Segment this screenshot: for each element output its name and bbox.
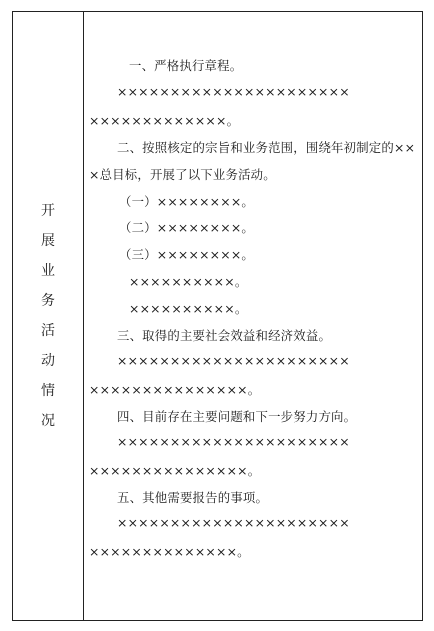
side-label-char: 情 bbox=[41, 383, 55, 399]
item-4-text-line: ×××××××××××××××××××××× bbox=[117, 434, 350, 449]
item-4-heading: 四、目前存在主要问题和下一步努力方向。 bbox=[117, 409, 357, 424]
item-1-heading: 一、严格执行章程。 bbox=[129, 58, 243, 73]
side-label-char: 活 bbox=[41, 323, 55, 339]
item-1-text-line: ×××××××××××××。 bbox=[89, 113, 240, 128]
item-3-heading: 三、取得的主要社会效益和经济效益。 bbox=[117, 328, 332, 343]
item-2-sub-2: （二）××××××××。 bbox=[119, 220, 255, 235]
side-label-char: 况 bbox=[41, 413, 55, 429]
item-3-text-line: ×××××××××××××××。 bbox=[89, 382, 261, 397]
item-5-text-line: ××××××××××××××。 bbox=[89, 544, 250, 559]
side-label-char: 务 bbox=[41, 293, 55, 309]
item-2-sub-3-text: ××××××××××。 bbox=[129, 274, 248, 289]
activity-report-table bbox=[12, 11, 423, 621]
item-2-sub-3: （三）××××××××。 bbox=[119, 247, 255, 262]
item-2-heading-cont: ×总目标，开展了以下业务活动。 bbox=[89, 167, 276, 182]
item-2-heading: 二、按照核定的宗旨和业务范围，围绕年初制定的×× bbox=[117, 140, 416, 155]
item-1-text-line: ×××××××××××××××××××××× bbox=[117, 84, 350, 99]
item-5-text-line: ×××××××××××××××××××××× bbox=[117, 515, 350, 530]
item-2-sub-3-text: ××××××××××。 bbox=[129, 301, 248, 316]
side-label-char: 动 bbox=[41, 353, 55, 369]
side-label-char: 展 bbox=[41, 233, 55, 249]
item-5-heading: 五、其他需要报告的事项。 bbox=[117, 490, 269, 505]
side-label-char: 开 bbox=[41, 203, 55, 219]
report-content bbox=[89, 12, 421, 620]
item-3-text-line: ×××××××××××××××××××××× bbox=[117, 353, 350, 368]
item-4-text-line: ×××××××××××××××。 bbox=[89, 463, 261, 478]
item-2-sub-1: （一）××××××××。 bbox=[119, 194, 255, 209]
column-divider bbox=[83, 12, 84, 620]
side-label-char: 业 bbox=[41, 263, 55, 279]
section-label-activity-status bbox=[13, 12, 83, 620]
